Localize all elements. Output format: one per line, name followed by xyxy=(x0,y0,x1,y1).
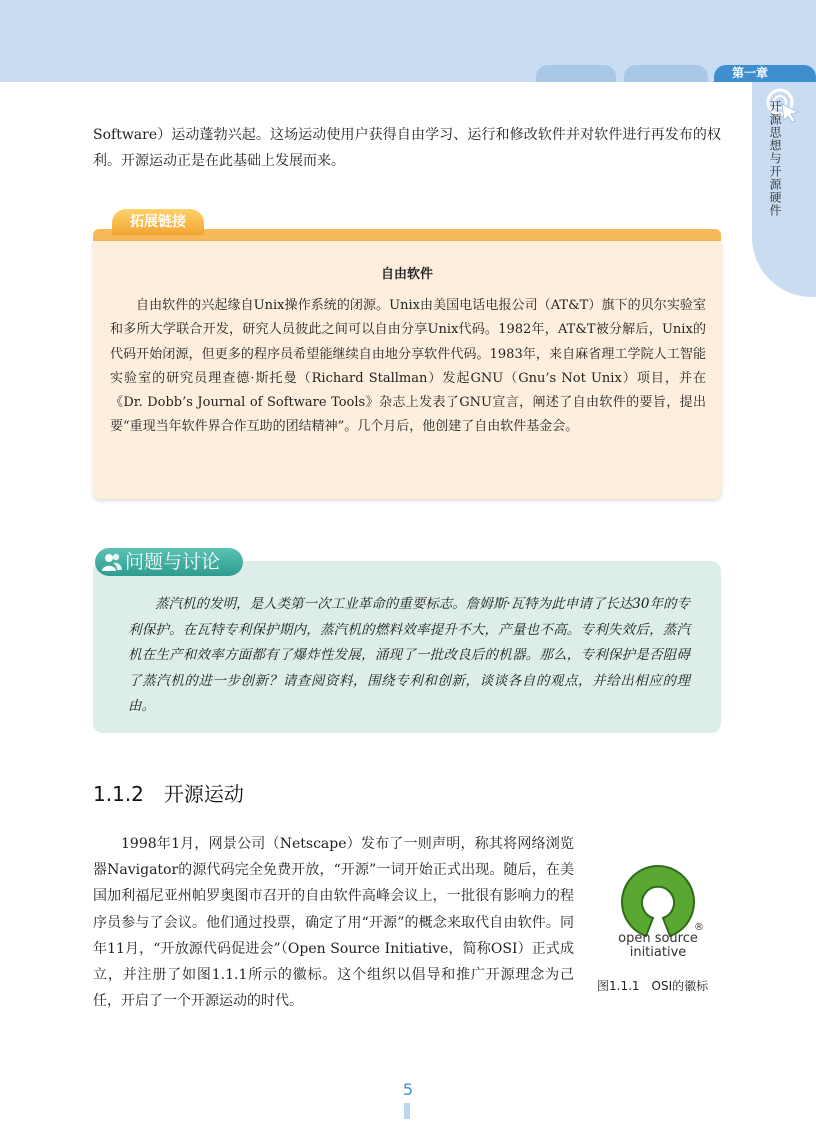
discussion-label: 问题与讨论 xyxy=(95,548,243,576)
section-title: 开源运动 xyxy=(163,782,244,806)
chapter-tab: 第一章 xyxy=(714,65,816,82)
osi-logo xyxy=(606,862,710,966)
section-number: 1.1.2 xyxy=(93,782,144,806)
page-number-tick xyxy=(404,1103,410,1119)
extension-label: 拓展链接 xyxy=(112,209,204,235)
section-body: 1998年1月，网景公司（Netscape）发布了一则声明，称其将网络浏览器Navigator的源代码完全免费开放，“开源”一词开始正式出现。随后，在美国加利福尼亚州帕罗奥图市召开的自由软件高峰会议上，一批很有影响力的程序员参与了会议。他们通过投票，确定了用“开源”的概念来取代自由软件。同年11月，“开放源代码促进会”（Open Source Initiative，简称OSI）正式成立，并注册了如图1.1.1所示的徽标。这个组织以倡导和推广开源理念为己任，开启了一个开源运动的时代。 xyxy=(93,836,574,1010)
chapter-tab-inactive xyxy=(624,65,708,82)
chapter-side-title: 开源思想与开源硬件 xyxy=(768,100,782,217)
section-heading xyxy=(93,778,244,807)
chapter-tab-inactive xyxy=(536,65,616,82)
osi-logo-text-line2: initiative xyxy=(629,945,687,960)
figure-caption: 图1.1.1 OSI的徽标 xyxy=(597,979,709,993)
discussion-text: 蒸汽机的发明，是人类第一次工业革命的重要标志。詹姆斯·瓦特为此申请了长达30年的专利保护。在瓦特专利保护期内，蒸汽机的燃料效率提升不大，产量也不高。专利失效后，蒸汽机在生产和效率方面都有了爆炸性发展，涌现了一批改良后的机器。那么，专利保护是否阻碍了蒸汽机的进一步创新？请查阅资料，围绕专利和创新，谈谈各自的观点，并给出相应的理由。 xyxy=(128,596,690,714)
extension-text: 自由软件的兴起缘自Unix操作系统的闭源。Unix由美国电话电报公司（AT&T）旗下的贝尔实验室和多所大学联合开发，研究人员彼此之间可以自由分享Unix代码。1982年，AT&T被分解后，Unix的代码开始闭源，但更多的程序员希望能继续自由地分享软件代码。1983年，来自麻省理工学院人工智能实验室的研究员理查德·斯托曼（Richard Stallman）发起GNU（Gnu’s Not Unix）项目，并在《Dr. Dobb’s Journal of Software Tools》杂志上发表了GNU宣言，阐述了自由软件的要旨，提出要“重现当年软件界合作互助的团结精神”。几个月后，他创建了自由软件基金会。 xyxy=(110,298,706,435)
people-icon xyxy=(101,552,123,572)
extension-title: 自由软件 xyxy=(380,267,433,282)
osi-logo-text-line1: open source xyxy=(618,931,698,946)
page-number: 5 xyxy=(402,1080,414,1099)
registered-mark: ® xyxy=(694,922,704,933)
intro-paragraph: Software）运动蓬勃兴起。这场运动使用户获得自由学习、运行和修改软件并对软件进行再发布的权利。开源运动正是在此基础上发展而来。 xyxy=(93,127,721,169)
